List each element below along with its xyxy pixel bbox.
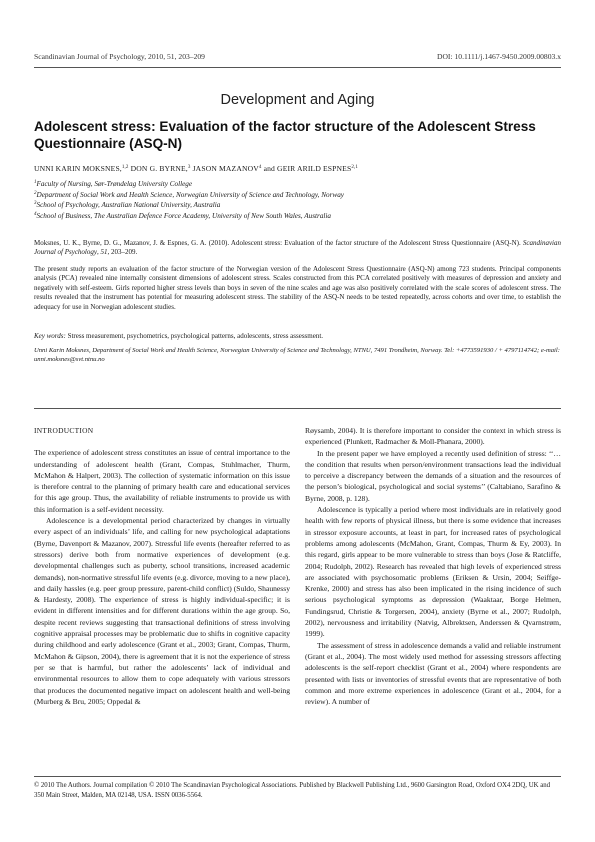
author: and GEIR ARILD ESPNES xyxy=(263,164,352,173)
citation-text: Moksnes, U. K., Byrne, D. G., Mazanov, J. & Espnes, G. A. (2010). Adolescent stress: Evaluation of the factor structure of the Adolescent Stress Questionnaire (ASQ-N). xyxy=(34,239,523,247)
affiliation xyxy=(34,190,561,201)
author-list xyxy=(34,164,561,173)
affiliation xyxy=(34,179,561,190)
section-rule xyxy=(34,408,561,409)
author-affiliation-sup: 2,1 xyxy=(351,165,359,170)
affiliation-list xyxy=(34,179,561,221)
copyright-footer: © 2010 The Authors. Journal compilation © 2010 The Scandinavian Psychological Associations. Published by Blackwell Publishing Ltd., 9600 Garsington Road, Oxford OX4 2DQ, UK and 350 Main Street, Malden, MA 02148, USA. ISSN 0036-5564. xyxy=(34,782,551,799)
citation-pages: , 203–209. xyxy=(107,248,138,257)
affiliation xyxy=(34,200,561,211)
author: JASON MAZANOV xyxy=(192,164,259,173)
paragraph: Adolescence is a developmental period characterized by changes in virtually every aspect of an individuals’ life, and calling for new psychological adaptations (Byrne, Davenport & Mazanov, 2007). Stressful life events (hereafter referred to as stressors) derive both from normative experiences of development (e.g. developmental challenges such as puberty, school transitions, increased academic demands), non-normative stressful life events (e.g. divorce, moving to a new place), and daily hassles (e.g. peer group pressure, parent-child conflict) (Suldo, Shaunessy & Hardesty, 2008). The experience of stress is highly individual-specific; it is evident in different intensities and for different durations within the age group. So, despite recent reviews suggesting that transactional definitions of stress involving cognitive appraisal processes may be problematic due to shifts in cognitive capacity during childhood and early adolescence (Grant et al., 2003; Grant, Compas, Thurm, McMahon & Gipson, 2004), there is agreement that it is not the experience of stress per se that is harmful, but rather the adolescents’ lack of individual and environmental resources to allow them to cope adequately with various stressors that produces the documented negative impact on adolescent health and well-being (Murberg & Bru, 2005; Oppedal & xyxy=(34,516,290,706)
citation-volume: 51 xyxy=(100,248,108,257)
paragraph: In the present paper we have employed a recently used definition of stress: ‘‘…the condition that results when person/environment transactions lead the individual to perceive a discrepancy between the demands of a situation and the resources of the person’s biological, psychological and social systems’’ (Caltabiano, Sarafino & Byrne, 2008, p. 128). xyxy=(305,448,561,503)
affiliation-number: 1 xyxy=(34,180,37,185)
footer-rule xyxy=(34,776,561,777)
doi-header[interactable]: DOI: 10.1111/j.1467-9450.2009.00803.x xyxy=(436,52,561,61)
paragraph: The experience of adolescent stress constitutes an issue of central importance to the understanding of adolescent health (Grant, Compas, Stuhlmacher, Thurm, McMahon & Halpert, 2003). The collection of systematic information on this issue is therefore central to the planning of primary health care and educational services for this age group. Thus, the availability of reliable instruments to provide us with this information is a self-evident necessity. xyxy=(34,448,290,514)
author: DON G. BYRNE, xyxy=(130,164,188,173)
journal-citation-header: Scandinavian Journal of Psychology, 2010, 51, 203–209 xyxy=(34,52,205,61)
author-affiliation-sup: 1,2 xyxy=(121,165,129,170)
affiliation-number: 4 xyxy=(34,211,37,217)
introduction-heading: INTRODUCTION xyxy=(34,426,94,435)
paragraph: Adolescence is typically a period where most individuals are in relatively good health with few reports of physical illness, but there is some evidence that increases in stressor exposure accounts, at least in part, for increased rates of psychological problems among adolescents (McMahon, Grant, Compas, Thurm & Ey, 2003). In this regard, girls appear to be more vulnerable to stress than boys (Jose & Ratcliffe, 2004; Rudolph, 2002). Research has revealed that high levels of experienced stress are associated with psychosomatic problems (Eriksen & Ursin, 2004; Seiffge-Krenke, 2000) and stress has also been implicated in the rising incidence of such serious psychological symptoms as depression (Waaktaar, Borge Helmen, Fundingsrud, Christie & Torgersen, 2004), anxiety (Byrne et al., 2007; Rudolph, 2002), nervousness and irritability (Natvig, Albrektsen, Anderssen & Qvarnstrøm, 1999). xyxy=(305,505,561,639)
citation-separator: , xyxy=(97,248,101,257)
paragraph: Røysamb, 2004). It is therefore important to consider the context in which stress is experienced (Plunkett, Radmacher & Moll-Phanara, 2000). xyxy=(305,426,561,447)
keywords xyxy=(34,332,561,341)
affiliation-text: Faculty of Nursing, Sør-Trøndelag University College xyxy=(36,180,193,188)
affiliation-text: School of Business, The Australian Defence Force Academy, University of New South Wales, Australia xyxy=(36,211,332,220)
author-affiliation-sup: 4 xyxy=(258,165,262,170)
affiliation-text: Department of Social Work and Health Science, Norwegian University of Science and Technology, Norway xyxy=(36,190,344,199)
keywords-label: Key words: xyxy=(34,332,66,340)
article-title: Adolescent stress: Evaluation of the factor structure of the Adolescent Stress Questionnaire (ASQ-N) xyxy=(34,119,536,151)
author-affiliation-sup: 3 xyxy=(187,165,191,170)
keywords-text: Stress measurement, psychometrics, psychological patterns, adolescents, stress assessment. xyxy=(65,332,324,340)
affiliation-text: School of Psychology, Australian National University, Australia xyxy=(36,201,221,210)
running-header xyxy=(34,52,561,64)
affiliation-number: 2 xyxy=(34,190,37,196)
header-rule xyxy=(34,67,561,68)
abstract: The present study reports an evaluation of the factor structure of the Norwegian version of the Adolescent Stress Questionnaire (ASQ-N) among 723 students. Principal components analysis (PCA) revealed nine internally consistent dimensions of adolescent stress. Scales constructed from this PCA correlated positively with measures of depression and anxiety and negatively with self-esteem. Girls reported higher stress levels than boys in seven of the nine scales and age was also positively correlated with the scale scores of adolescent stress. The results revealed that the instrument has potential for measuring adolescent stress. The stability of the ASQ-N needs to be tested repeatedly, across cohorts and over time, to establish the adequacy for use in Norwegian adolescent studies. xyxy=(34,265,561,311)
body-column-right xyxy=(305,425,561,707)
citation-journal: Scandinavian Journal of Psychology xyxy=(34,239,561,257)
body-column-left xyxy=(34,425,290,707)
author: UNNI KARIN MOKSNES, xyxy=(34,164,122,173)
affiliation-number: 3 xyxy=(34,201,37,207)
section-heading: Development and Aging xyxy=(220,92,375,108)
paragraph: The assessment of stress in adolescence demands a valid and reliable instrument (Grant et al., 2004). The most widely used method for assessing stressors affecting adolescents is the self-report checklist (Grant et al., 2004) where respondents are presented with lists or inventories of stressful events that are representative of both common and more extreme experiences in adolescence (Grant et al., 2004, for a review). A number of xyxy=(305,640,561,707)
citation-block xyxy=(34,239,561,258)
correspondence: Unni Karin Moksnes, Department of Social Work and Health Science, Norwegian University of Science and Technology, NTNU, 7491 Trondheim, Norway. Tel: +4773591930 / + 4797114742; e-mail: unni.moksnes@svt.ntnu.no xyxy=(34,347,560,364)
affiliation xyxy=(34,211,561,222)
